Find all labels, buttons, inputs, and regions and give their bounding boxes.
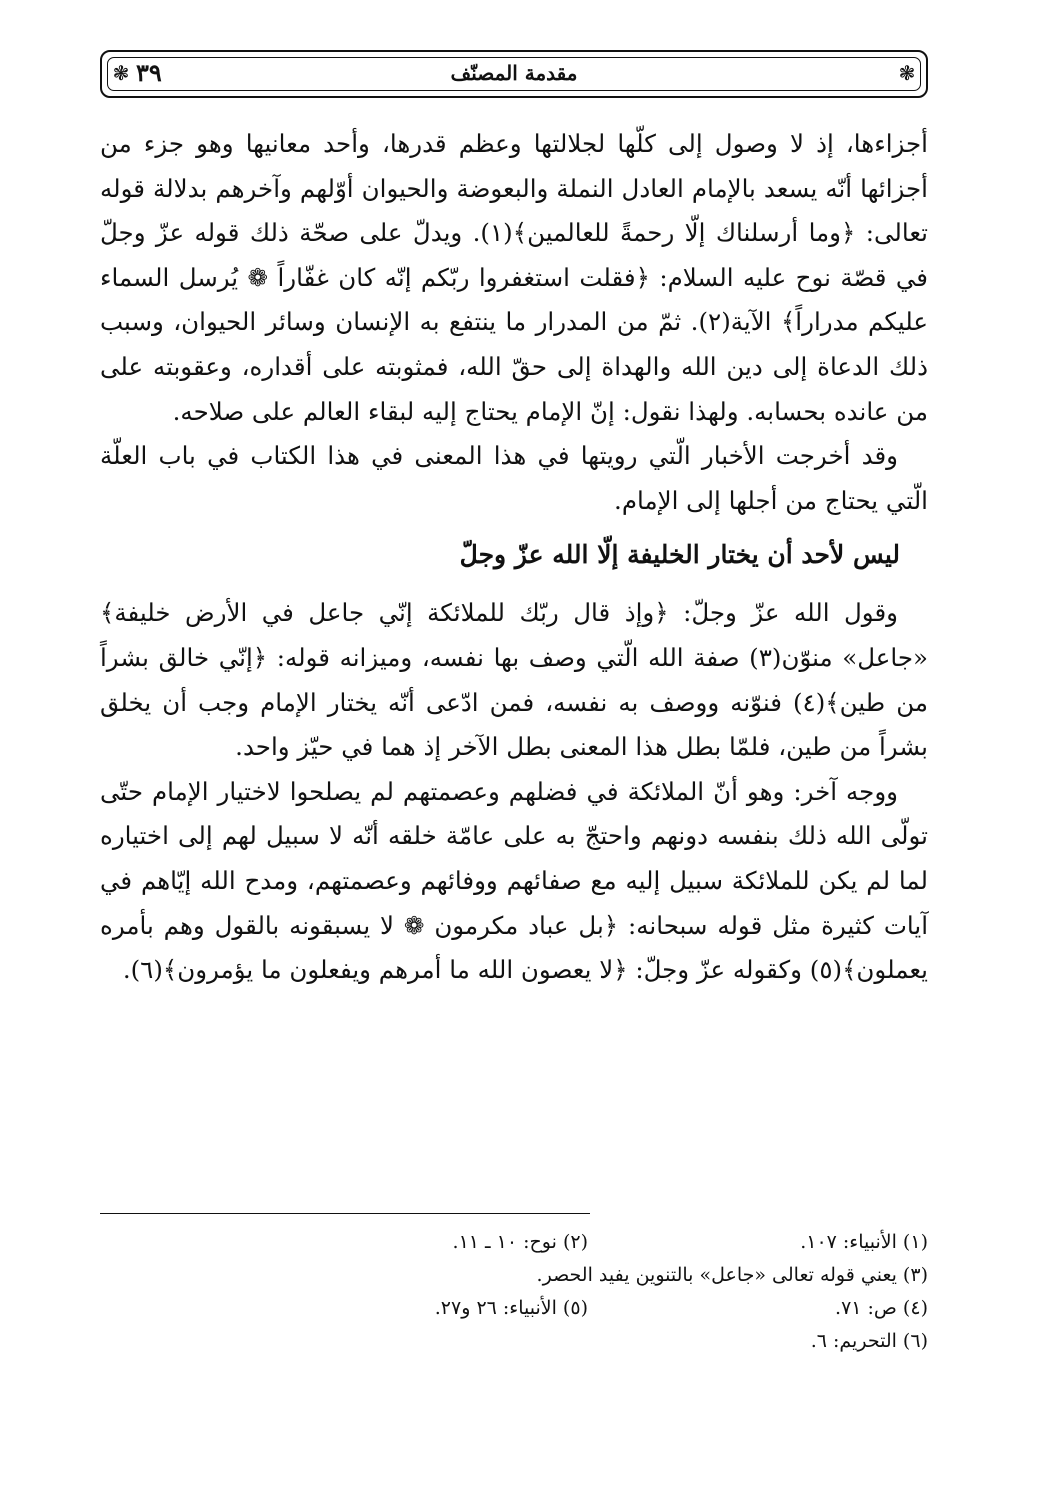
footnote-separator [100,1213,590,1214]
header-ornament-left-icon: ❃ [112,61,130,85]
paragraph-4: ووجه آخر: وهو أنّ الملائكة في فضلهم وعصمتهم لم يصلحوا لاختيار الإمام حتّى تولّى الله ذلك بنفسه دونهم واحتجّ به على عامّة خلقه أنّه لا سبيل لهم إلى اختياره لما لم يكن للملائكة سبيل إليه مع صفائهم ووفائهم وعصمتهم، ومدح الله إيّاهم في آيات كثيرة مثل قوله سبحانه: ﴿بل عباد مكرمون ❁ لا يسبقونه بالقول وهم بأمره يعملون﴾(٥) وكقوله عزّ وجلّ: ﴿لا يعصون الله ما أمرهم ويفعلون ما يؤمرون﴾(٦). [100,776,928,985]
footnotes [100,1226,928,1358]
footnote-4: (٤) ص: ٧١. [835,1297,928,1319]
footnote-2: (٢) نوح: ١٠ ـ ١١. [452,1231,588,1253]
footnote-3: (٣) يعني قوله تعالى «جاعل» بالتنوين يفيد الحصر. [536,1264,928,1286]
running-header [100,50,928,98]
running-title: مقدمة المصنّف [450,61,578,85]
footnote-1: (١) الأنبياء: ١٠٧. [800,1231,928,1253]
footnote-6: (٦) التحريم: ٦. [810,1330,928,1352]
paragraph-1: أجزاءها، إذ لا وصول إلى كلّها لجلالتها وعظم قدرها، وأحد معانيها وهو جزء من أجزائها أنّه يسعد بالإمام العادل النملة والبعوضة والحيوان أوّلهم وآخرهم بدلالة قوله تعالى: ﴿وما أرسلناك إلّا رحمةً للعالمين﴾(١). ويدلّ على صحّة ذلك قوله عزّ وجلّ في قصّة نوح عليه السلام: ﴿فقلت استغفروا ربّكم إنّه كان غفّاراً ❁ يُرسل السماء عليكم مدراراً﴾ الآية(٢). ثمّ من المدرار ما ينتفع به الإنسان وسائر الحيوان، وسبب ذلك الدعاة إلى دين الله والهداة إلى حقّ الله، فمثوبته على أقداره، وعقوبته على من عانده بحسابه. ولهذا نقول: إنّ الإمام يحتاج إليه لبقاء العالم على صلاحه. [100,129,928,426]
footnote-5: (٥) الأنبياء: ٢٦ و٢٧. [434,1297,588,1319]
main-text [100,122,928,993]
section-heading: ليس لأحد أن يختار الخليفة إلّا الله عزّ وجلّ [459,540,900,570]
paragraph-3: وقول الله عزّ وجلّ: ﴿وإذ قال ربّك للملائكة إنّي جاعل في الأرض خليفة﴾ «جاعل» منوّن(٣) صفة الله الّتي وصف بها نفسه، وميزانه قوله: ﴿إنّي خالق بشراً من طين﴾(٤) فنوّنه ووصف به نفسه، فمن ادّعى أنّه يختار الإمام وجب أن يخلق بشراً من طين، فلمّا بطل هذا المعنى بطل الآخر إذ هما في حيّز واحد. [100,598,928,762]
paragraph-2: وقد أخرجت الأخبار الّتي رويتها في هذا المعنى في هذا الكتاب في باب العلّة الّتي يحتاج من أجلها إلى الإمام. [100,441,928,515]
header-ornament-right-icon: ❃ [898,61,916,85]
page-number: ٣٩ [136,58,162,87]
footnote-row [100,1292,928,1325]
footnote-row [100,1226,928,1259]
